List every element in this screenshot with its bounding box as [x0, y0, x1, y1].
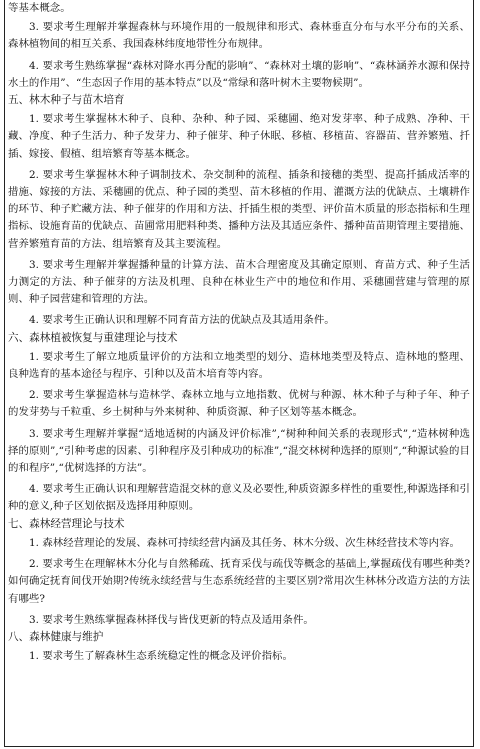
paragraph-5-1: 1. 要求考生掌握林木种子、良种、杂种、种子园、采穗圃、绝对发芽率、种子成熟、净种、干藏、净度、种子生活力、种子发芽力、种子催芽、种子休眠、移植、移植苗、容器苗、营养繁殖、扦插、嫁接、假植、组培繁育等基本概念。 — [8, 113, 470, 160]
paragraph-7-3: 3. 要求考生熟练掌握森林择伐与皆伐更新的特点及适用条件。 — [29, 613, 314, 626]
section-heading-7: 七、森林经营理论与技术 — [8, 517, 125, 530]
paragraph-5-2: 2. 要求考生掌握林木种子调制技术、杂交制种的流程、插条和接穗的类型、提高扦插成活率的措施、嫁接的方法、采穗圃的优点、种子园的类型、苗木移植的作用、灌溉方法的优缺点、土壤耕作的环节、种子贮藏方法、种子催芽的作用和方法、扦插生根的类型、评价苗木质量的形态指标和生理指标、设施育苗的优缺点、苗圃常用肥料种类、播种方法及其适应条件、播种苗苗期管理主要措施、营养繁殖育苗的方法、组培繁育及其主要流程。 — [8, 168, 470, 250]
paragraph-6-2: 2. 要求考生掌握造林与造林学、森林立地与立地指数、优树与种源、林木种子与种子年、种子的发芽势与千粒重、乡土树种与外来树种、种质资源、种子区划等基本概念。 — [8, 389, 470, 419]
section-heading-6: 六、森林植被恢复与重建理论与技术 — [8, 331, 178, 344]
paragraph-5-3: 3. 要求考生理解并掌握播种量的计算方法、苗木合理密度及其确定原则、育苗方式、种子生活力测定的方法、种子催芽的方法及机理、良种在林业生产中的地位和作用、采穗圃营建与管理的原则、种子园营建和管理的方法。 — [8, 258, 470, 306]
paragraph-4-3: 3. 要求考生理解并掌握森林与环境作用的一般规律和形式、森林垂直分布与水平分布的关系、森林植物间的相互关系、我国森林纬度地带性分布规律。 — [8, 21, 470, 51]
section-heading-5: 五、林木种子与苗木培育 — [8, 94, 125, 107]
section-heading-8: 八、森林健康与维护 — [8, 630, 104, 643]
paragraph-4-4: 4. 要求考生熟练掌握“森林对降水再分配的影响”、“森林对土壤的影响”、“森林涵养水源和保持水土的作用”、“生态因子作用的基本特点”以及“常绿和落叶树木主要物候期”。 — [8, 59, 470, 89]
page-frame — [4, 0, 474, 747]
paragraph-5-4: 4. 要求考生正确认识和理解不同育苗方法的优缺点及其适用条件。 — [29, 314, 335, 327]
paragraph-7-1: 1. 森林经营理论的发展、森林可持续经营内涵及其任务、林木分级、次生林经营技术等内容。 — [29, 536, 460, 549]
paragraph-6-3: 3. 要求考生理解并掌握“适地适树的内涵及评价标准”,“树种种间关系的表现形式”,“造林树种选择的原则”,“引种考虑的因素、引种程序及引种成功的标准”,“混交林树种选择的原则”,“种源试验的目的和程序”,“优树选择的方法”。 — [8, 427, 470, 475]
paragraph-7-2: 2. 要求考生在理解林木分化与自然稀疏、抚育采伐与疏伐等概念的基础上,掌握疏伐有哪些种类?如何确定抚育间伐开始期?传统永续经营与生态系统经营的主要区别?常用次生林林分改造方法的方法有哪些? — [8, 558, 470, 605]
paragraph-6-4: 4. 要求考生正确认识和理解营造混交林的意义及必要性,种质资源多样性的重要性,种源选择和引种的意义,种子区划依据及选择用种原则。 — [8, 483, 470, 513]
paragraph-6-1: 1. 要求考生了解立地质量评价的方法和立地类型的划分、造林地类型及特点、造林地的整理、良种选育的基本途径与程序、引种以及苗木培育等内容。 — [8, 350, 470, 381]
paragraph-continuation: 等基本概念。 — [8, 2, 71, 14]
paragraph-8-1: 1. 要求考生了解森林生态系统稳定性的概念及评价指标。 — [29, 650, 293, 663]
